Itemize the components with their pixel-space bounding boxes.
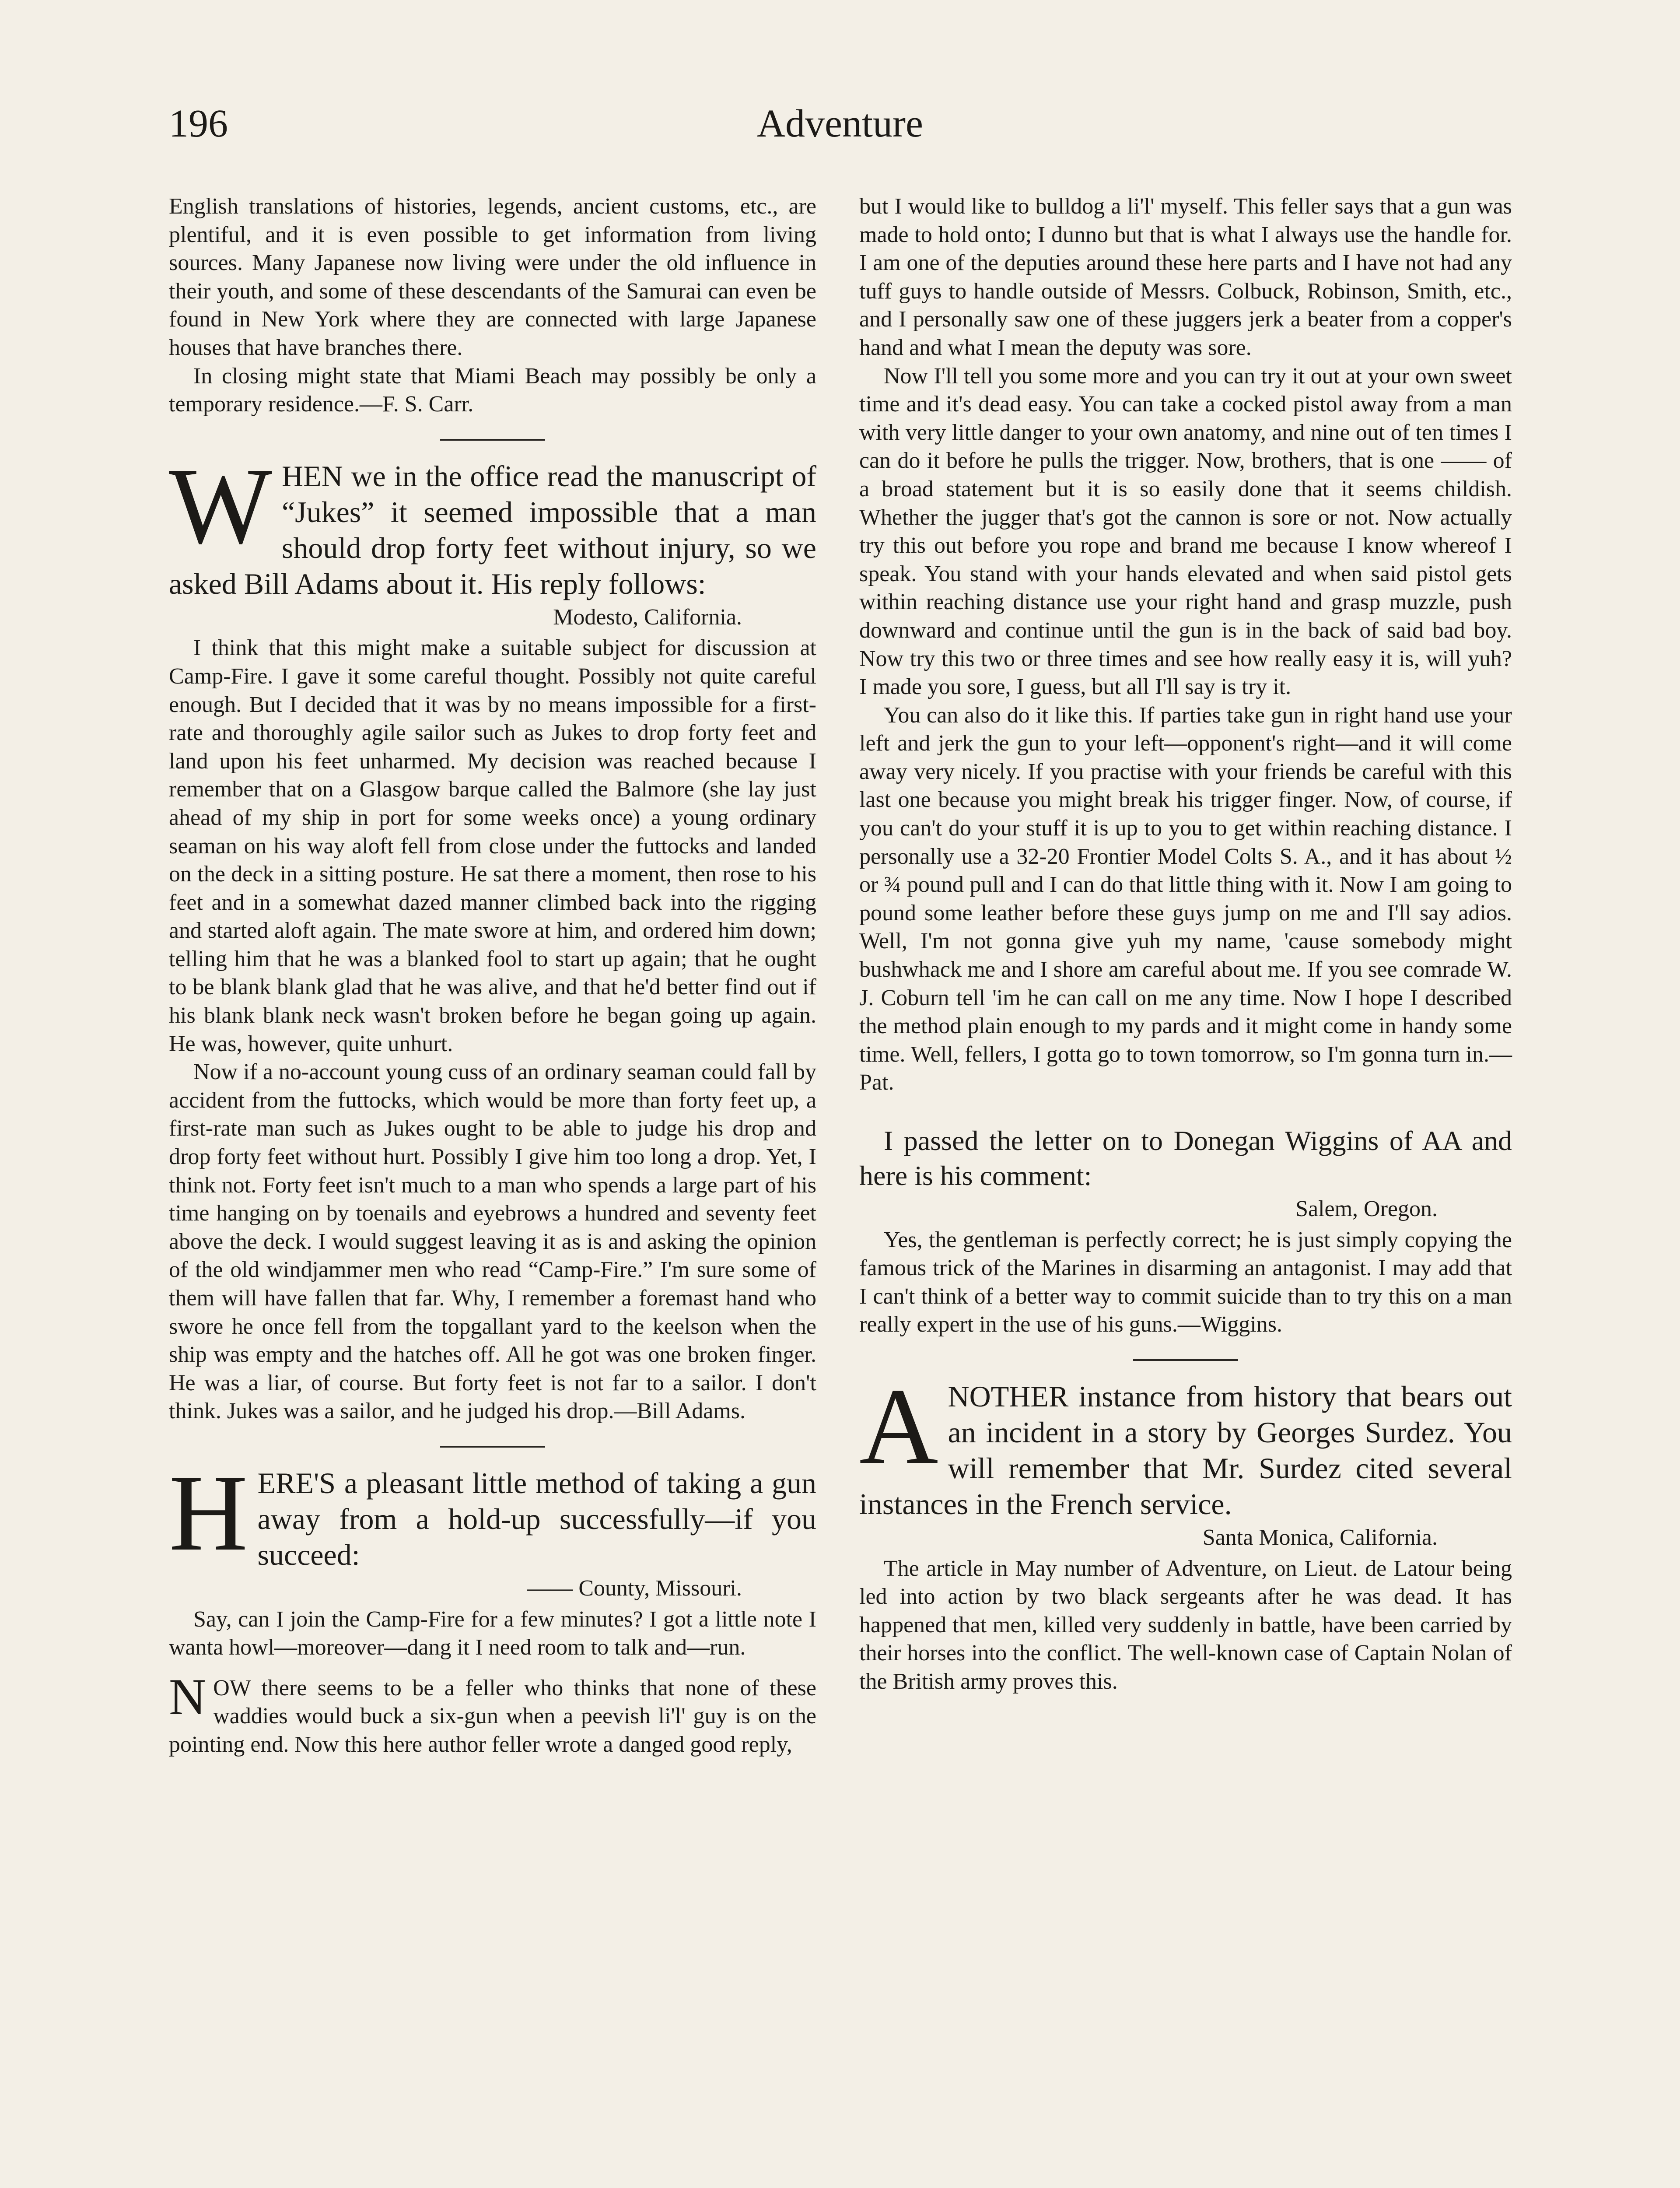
- dateline-missouri: —— County, Missouri.: [527, 1575, 742, 1601]
- drop-cap: H: [169, 1452, 248, 1574]
- drop-cap: A: [859, 1365, 938, 1487]
- pat-letter-paragraph: but I would like to bulldog a li'l' myself. This feller says that a gun was made to hold onto; I dunno but that is what I always use the handle for. I am one of the deputies around these here parts and I have not had any tuff guys to handle outside of Messrs. Colbuck, Robinson, Smith, etc., and I personally saw one of these juggers jerk a beater from a copper's hand and what I mean the deputy was sore.: [859, 194, 1512, 360]
- gun-method-intro: [169, 1452, 816, 1574]
- wiggins-comment: Yes, the gentleman is perfectly correct; he is just simply copying the famous trick of the Marines in disarming an antagonist. I may add that I can't think of a better way to commit suicide than to try this on a man really expert in the use of his guns.—Wiggins.: [859, 1227, 1512, 1337]
- adams-letter-paragraph: I think that this might make a suitable subject for discussion at Camp-Fire. I gave it some careful thought. Possibly not quite careful enough. But I decided that it was by no means impossible for a first-rate and thoroughly agile sailor such as Jukes to drop forty feet and land upon his feet unharmed. My decision was reached because I remember that on a Glasgow barque called the Balmore (she lay just ahead of my ship in port for some weeks once) a young ordinary seaman on his way aloft fell from close under the futtocks and landed on the deck in a sitting posture. He sat there a moment, then rose to his feet and in a somewhat dazed manner climbed back into the rigging and started aloft again. The mate swore at him, and ordered him down; telling him that he was a blanked fool to start up again; that he ought to be blank blank glad that he was alive, and that he'd better find out if his blank blank neck wasn't broken before he began going up again. He was, however, quite unhurt.: [169, 635, 816, 1056]
- dateline-santa-monica: Santa Monica, California.: [1202, 1525, 1438, 1550]
- section-divider: [440, 1446, 545, 1448]
- dateline-modesto: Modesto, California.: [553, 604, 742, 630]
- section-divider: [1133, 1359, 1238, 1361]
- pat-letter-paragraph: Say, can I join the Camp-Fire for a few minutes? I got a little note I wanta howl—moreover—dang it I need room to talk and—run.: [169, 1606, 816, 1660]
- section-divider: [440, 439, 545, 441]
- pat-letter-paragraph: [169, 1668, 816, 1759]
- jukes-intro-text: HEN we in the office read the manuscript of “Jukes” it seemed impossible that a man should drop forty feet without injury, so we asked Bill Adams about it. His reply follows:: [169, 459, 816, 600]
- carr-letter-end: English translations of histories, legends, ancient customs, etc., are plentiful, and it is even possible to get information from living sources. Many Japanese now living were under the old influence in their youth, and some of these descendants of the Samurai can even be found in New York where they are connected with large Japanese houses that have branches there.: [169, 194, 816, 360]
- adams-letter-paragraph: Now if a no-account young cuss of an ordinary seaman could fall by accident from the futtocks, which would be more than forty feet up, a first-rate man such as Jukes ought to be able to judge his drop and drop forty feet without hurt. Possibly I give him too long a drop. Yet, I think not. Forty feet isn't much to a man who spends a large part of his time hanging on by toenails and eyebrows a hundred and seventy feet above the deck. I would suggest leaving it as is and asking the opinion of the old windjammer men who read “Camp-Fire.” I'm sure some of them will have fallen that far. Why, I remember a foremast hand who swore he once fell from the topgallant yard to the keelson when the ship was empty and the hatches off. All he got was one broken finger. He was a liar, of course. But forty feet is not far to a sailor. I don't think. Jukes was a sailor, and he judged his drop.—Bill Adams.: [169, 1059, 816, 1424]
- surdez-intro-text: NOTHER instance from history that bears out an incident in a story by Georges Surdez. You will remember that Mr. Surdez cited several instances in the French service.: [859, 1379, 1512, 1521]
- santa-monica-letter: The article in May number of Adventure, on Lieut. de Latour being led into action by two black sergeants after he was dead. It has happened that men, killed very suddenly in battle, have been carried by their horses into the conflict. The well-known case of Captain Nolan of the British army proves this.: [859, 1556, 1512, 1694]
- left-column: [169, 193, 816, 1759]
- carr-letter-closing: In closing might state that Miami Beach may possibly be only a temporary residence.—F. S. Carr.: [169, 363, 816, 417]
- pat-letter-paragraph: Now I'll tell you some more and you can try it out at your own sweet time and it's dead easy. You can take a cocked pistol away from a man with very little danger to your own anatomy, and nine out of ten times I can do it before he pulls the trigger. Now, brothers, that is one —— of a broad statement but it is so easily done that it seems childish. Whether the jugger that's got the cannon is sore or not. Now actually try this out before you rope and brand me because I know whereof I speak. You stand with your hands elevated and when said pistol gets within reaching distance use your right hand and grasp muzzle, push downward and continue until the gun is in the back of said bad boy. Now try this two or three times and see how really easy it is, will yuh? I made you sore, I guess, but all I'll say is try it.: [859, 363, 1512, 700]
- page-number: 196: [169, 102, 228, 145]
- drop-cap: N: [169, 1668, 206, 1725]
- gun-intro-text: ERE'S a pleasant little method of taking a gun away from a hold-up successfully—if you succeed:: [257, 1466, 816, 1571]
- wiggins-intro: I passed the letter on to Donegan Wiggins of AA and here is his comment:: [859, 1125, 1512, 1191]
- page-header: [169, 100, 1511, 161]
- dateline-salem: Salem, Oregon.: [1295, 1196, 1438, 1221]
- jukes-editor-intro: [169, 445, 816, 602]
- pat-letter-text: OW there seems to be a feller who thinks that none of these waddies would buck a six-gun when a peevish li'l' guy is on the pointing end. Now this here author feller wrote a danged good reply,: [169, 1675, 816, 1757]
- right-column: [859, 193, 1512, 1696]
- drop-cap: W: [169, 445, 272, 567]
- magazine-title: Adventure: [757, 102, 923, 145]
- surdez-intro: [859, 1365, 1512, 1522]
- pat-letter-paragraph: You can also do it like this. If parties take gun in right hand use your left and jerk the gun to your left—opponent's right—and it will come away very nicely. If you practise with your friends be careful with this last one because you might break his trigger finger. Now, of course, if you can't do your stuff it is up to you to get within reaching distance. I personally use a 32-20 Frontier Model Colts S. A., and it has about ½ or ¾ pound pull and I can do that little thing with it. Now I am going to pound some leather before these guys jump on me and I'll say adios. Well, I'm not gonna give yuh my name, 'cause somebody might bushwhack me and I shore am careful about me. If you see comrade W. J. Coburn tell 'im he can call on me any time. Now I hope I described the method plain enough to my pards and it might come in handy some time. Well, fellers, I gotta go to town tomorrow, so I'm gonna turn in.—Pat.: [859, 702, 1512, 1095]
